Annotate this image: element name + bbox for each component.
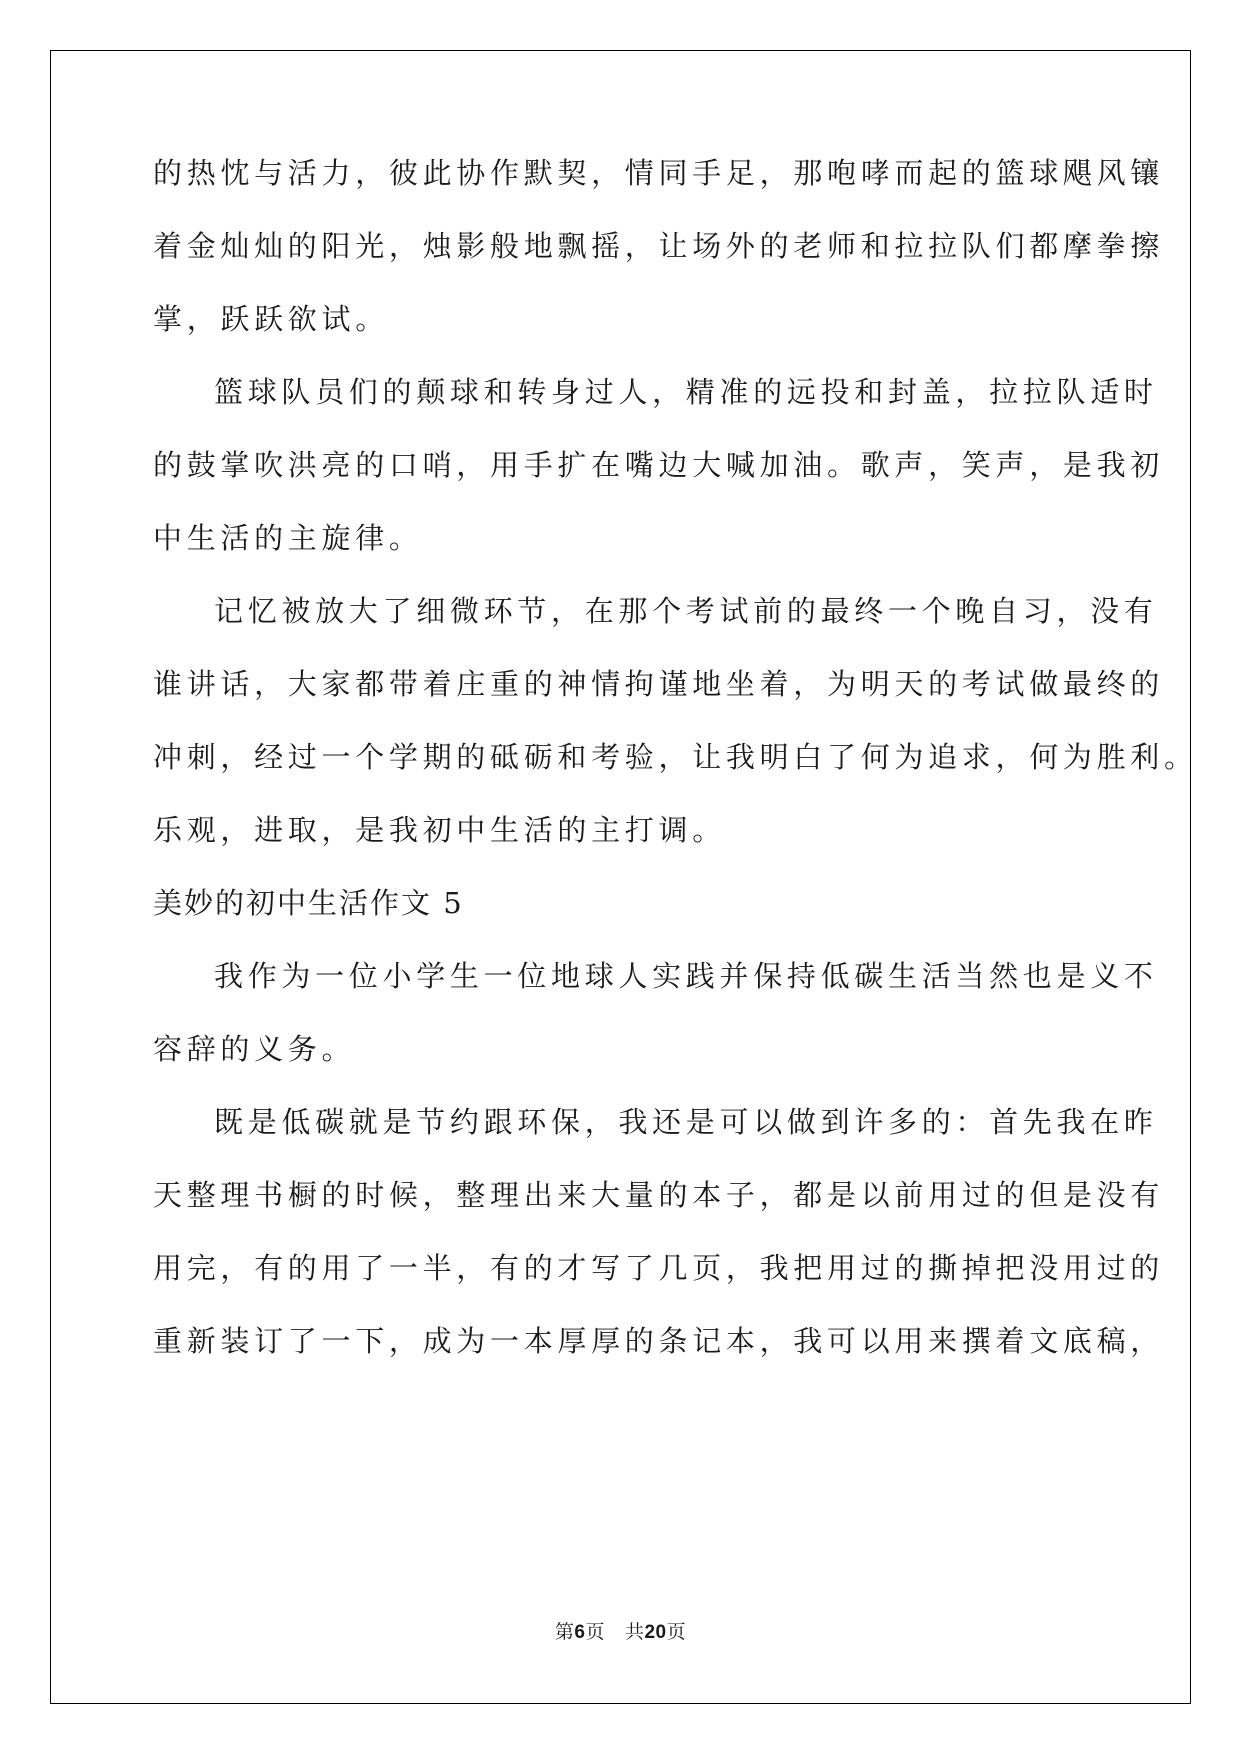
text-line: 掌，跃跃欲试。: [153, 302, 389, 336]
paragraph-first-line: 我作为一位小学生一位地球人实践并保持低碳生活当然也是义不: [214, 959, 1158, 993]
text-line: 的鼓掌吹洪亮的口哨，用手扩在嘴边大喊加油。歌声，笑声，是我初: [153, 448, 1165, 482]
page-prefix: 第: [554, 1621, 575, 1643]
page-footer: [0, 1620, 1241, 1645]
text-line: 冲刺，经过一个学期的砥砺和考验，让我明白了何为追求，何为胜利。: [153, 740, 1198, 774]
total-suffix: 页: [666, 1621, 687, 1643]
page-number: 6: [574, 1622, 586, 1643]
text-line: 着金灿灿的阳光，烛影般地飘摇，让场外的老师和拉拉队们都摩拳擦: [153, 229, 1165, 263]
total-pages: 20: [644, 1622, 667, 1643]
text-line: 用完，有的用了一半，有的才写了几页，我把用过的撕掉把没用过的: [153, 1251, 1165, 1285]
text-line: 的热忱与活力，彼此协作默契，情同手足，那咆哮而起的篮球飓风镶: [153, 156, 1165, 190]
paragraph-first-line: 篮球队员们的颠球和转身过人，精准的远投和封盖，拉拉队适时: [214, 375, 1158, 409]
section-heading: 美妙的初中生活作文 5: [153, 886, 464, 920]
text-line: 重新装订了一下，成为一本厚厚的条记本，我可以用来撰着文底稿，: [153, 1324, 1165, 1358]
text-line: 谁讲话，大家都带着庄重的神情拘谨地坐着，为明天的考试做最终的: [153, 667, 1165, 701]
text-line: 天整理书橱的时候，整理出来大量的本子，都是以前用过的但是没有: [153, 1178, 1165, 1212]
text-line: 容辞的义务。: [153, 1032, 356, 1066]
text-line: 乐观，进取，是我初中生活的主打调。: [153, 813, 726, 847]
total-prefix: 共: [624, 1621, 645, 1643]
text-line: 中生活的主旋律。: [153, 521, 423, 555]
paragraph-first-line: 记忆被放大了细微环节，在那个考试前的最终一个晚自习，没有: [214, 594, 1158, 628]
paragraph-first-line: 既是低碳就是节约跟环保，我还是可以做到许多的：首先我在昨: [214, 1105, 1158, 1139]
page-suffix: 页: [585, 1621, 605, 1643]
